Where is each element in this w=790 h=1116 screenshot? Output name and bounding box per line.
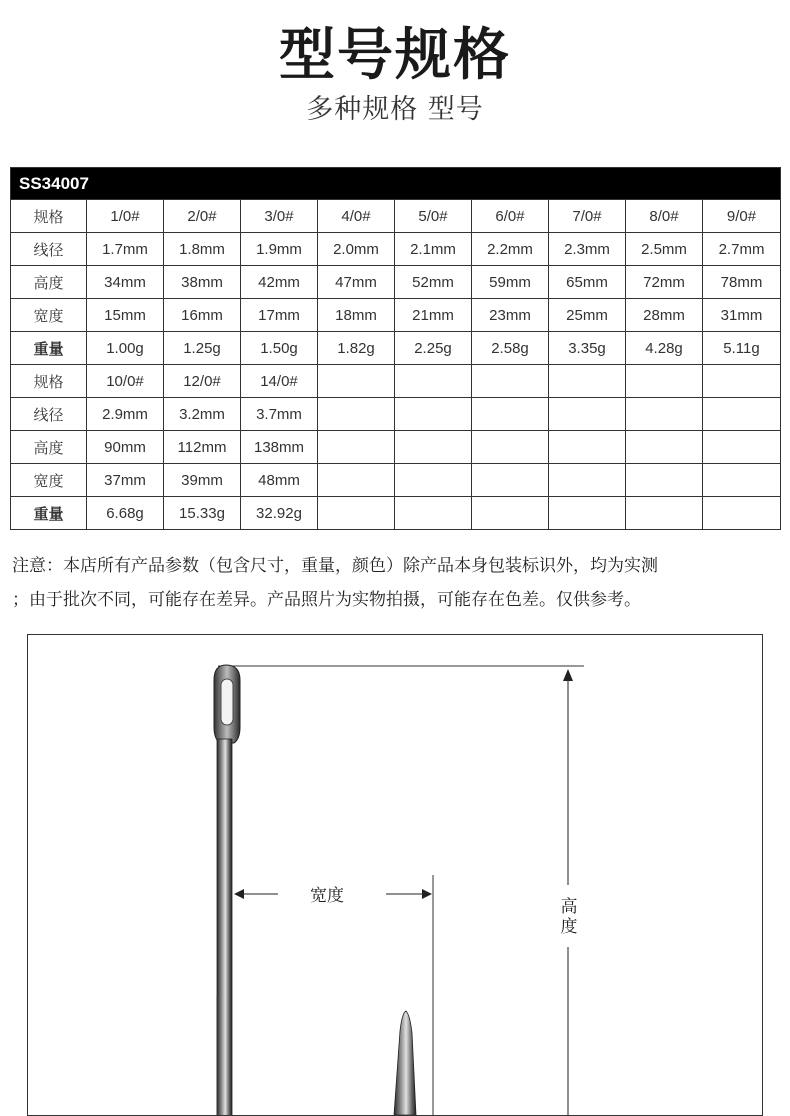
spec-cell — [626, 365, 703, 398]
spec-cell: 2.0mm — [318, 233, 395, 266]
spec-row-width-2 — [11, 464, 781, 497]
spec-row-size-2 — [11, 365, 781, 398]
spec-cell — [395, 365, 472, 398]
spec-cell: 4.28g — [626, 332, 703, 365]
spec-cell — [472, 398, 549, 431]
spec-cell: 72mm — [626, 266, 703, 299]
spec-cell: 17mm — [241, 299, 318, 332]
spec-cell: 38mm — [164, 266, 241, 299]
spec-cell — [318, 464, 395, 497]
row-label-height: 高度 — [11, 266, 87, 299]
notice-line-1: 注意：本店所有产品参数（包含尺寸，重量，颜色）除产品本身包装标识外，均为实测 — [12, 556, 658, 576]
spec-cell: 37mm — [87, 464, 164, 497]
spec-cell: 2.1mm — [395, 233, 472, 266]
spec-cell: 2/0# — [164, 200, 241, 233]
spec-cell — [472, 431, 549, 464]
row-label-size: 规格 — [11, 365, 87, 398]
spec-cell: 2.2mm — [472, 233, 549, 266]
spec-cell: 2.5mm — [626, 233, 703, 266]
spec-cell — [472, 464, 549, 497]
spec-cell: 1.7mm — [87, 233, 164, 266]
spec-cell — [626, 431, 703, 464]
spec-cell: 16mm — [164, 299, 241, 332]
spec-cell: 2.25g — [395, 332, 472, 365]
spec-cell: 39mm — [164, 464, 241, 497]
spec-cell — [549, 464, 626, 497]
spec-cell: 25mm — [549, 299, 626, 332]
spec-cell: 1.82g — [318, 332, 395, 365]
spec-cell — [395, 431, 472, 464]
spec-cell — [395, 464, 472, 497]
spec-cell: 2.9mm — [87, 398, 164, 431]
spec-cell — [626, 464, 703, 497]
row-label-diameter: 线径 — [11, 233, 87, 266]
spec-cell: 2.58g — [472, 332, 549, 365]
width-arrowhead-left-icon — [234, 889, 244, 899]
spec-cell: 6.68g — [87, 497, 164, 530]
notice — [12, 549, 782, 617]
spec-cell: 5.11g — [703, 332, 781, 365]
hook-eye-hole — [221, 679, 233, 725]
spec-cell: 3.2mm — [164, 398, 241, 431]
width-dimension-label: 宽度 — [304, 881, 350, 906]
hook-photo-diagram — [27, 634, 763, 1116]
spec-cell: 1.9mm — [241, 233, 318, 266]
page-title: 型号规格 — [279, 23, 511, 88]
spec-cell — [549, 431, 626, 464]
spec-cell: 52mm — [395, 266, 472, 299]
spec-cell — [318, 497, 395, 530]
notice-line-2: ；由于批次不同，可能存在差异。产品照片为实物拍摄，可能存在色差。仅供参考。 — [12, 590, 641, 610]
spec-row-size-1 — [11, 200, 781, 233]
spec-row-height-1 — [11, 266, 781, 299]
height-dimension-label: 高度 — [558, 893, 580, 941]
spec-cell: 7/0# — [549, 200, 626, 233]
hook-illustration — [28, 635, 762, 1115]
spec-cell: 15mm — [87, 299, 164, 332]
spec-cell: 1.8mm — [164, 233, 241, 266]
spec-cell: 138mm — [241, 431, 318, 464]
spec-row-width-1 — [11, 299, 781, 332]
spec-cell: 48mm — [241, 464, 318, 497]
spec-cell: 4/0# — [318, 200, 395, 233]
width-arrowhead-right-icon — [422, 889, 432, 899]
spec-cell: 1/0# — [87, 200, 164, 233]
spec-cell: 10/0# — [87, 365, 164, 398]
spec-row-weight-2 — [11, 497, 781, 530]
spec-cell — [626, 398, 703, 431]
hook-point — [394, 1011, 416, 1115]
spec-cell: 2.3mm — [549, 233, 626, 266]
spec-cell: 18mm — [318, 299, 395, 332]
spec-cell — [703, 398, 781, 431]
spec-cell: 15.33g — [164, 497, 241, 530]
hook-shank — [217, 739, 232, 1115]
spec-row-weight-1 — [11, 332, 781, 365]
row-label-width: 宽度 — [11, 299, 87, 332]
spec-cell — [703, 497, 781, 530]
spec-cell — [549, 365, 626, 398]
spec-cell: 6/0# — [472, 200, 549, 233]
spec-cell: 21mm — [395, 299, 472, 332]
spec-cell: 9/0# — [703, 200, 781, 233]
spec-cell — [472, 365, 549, 398]
row-label-weight: 重量 — [11, 332, 87, 365]
spec-cell: 5/0# — [395, 200, 472, 233]
spec-cell: 34mm — [87, 266, 164, 299]
row-label-weight: 重量 — [11, 497, 87, 530]
spec-cell: 12/0# — [164, 365, 241, 398]
model-number: SS34007 — [11, 168, 781, 200]
spec-cell: 8/0# — [626, 200, 703, 233]
spec-cell: 59mm — [472, 266, 549, 299]
row-label-width: 宽度 — [11, 464, 87, 497]
spec-table — [10, 167, 781, 530]
spec-cell: 28mm — [626, 299, 703, 332]
page-subtitle: 多种规格 型号 — [306, 94, 484, 125]
spec-cell: 3.7mm — [241, 398, 318, 431]
spec-cell — [318, 398, 395, 431]
spec-cell — [703, 365, 781, 398]
spec-cell — [626, 497, 703, 530]
row-label-size: 规格 — [11, 200, 87, 233]
spec-cell — [703, 431, 781, 464]
spec-cell: 23mm — [472, 299, 549, 332]
spec-cell — [318, 431, 395, 464]
spec-cell: 1.00g — [87, 332, 164, 365]
spec-cell: 2.7mm — [703, 233, 781, 266]
spec-cell — [703, 464, 781, 497]
spec-cell: 78mm — [703, 266, 781, 299]
spec-cell: 3/0# — [241, 200, 318, 233]
spec-cell: 32.92g — [241, 497, 318, 530]
spec-cell: 42mm — [241, 266, 318, 299]
spec-row-diameter-1 — [11, 233, 781, 266]
spec-cell: 3.35g — [549, 332, 626, 365]
model-row — [11, 168, 781, 200]
spec-row-diameter-2 — [11, 398, 781, 431]
height-arrowhead-up-icon — [563, 669, 573, 681]
spec-cell: 14/0# — [241, 365, 318, 398]
spec-cell: 1.50g — [241, 332, 318, 365]
spec-cell — [549, 398, 626, 431]
row-label-height: 高度 — [11, 431, 87, 464]
spec-cell — [395, 398, 472, 431]
spec-row-height-2 — [11, 431, 781, 464]
spec-cell — [395, 497, 472, 530]
spec-cell — [472, 497, 549, 530]
spec-cell: 1.25g — [164, 332, 241, 365]
row-label-diameter: 线径 — [11, 398, 87, 431]
spec-cell — [318, 365, 395, 398]
spec-cell: 47mm — [318, 266, 395, 299]
spec-cell: 31mm — [703, 299, 781, 332]
spec-cell — [549, 497, 626, 530]
spec-cell: 65mm — [549, 266, 626, 299]
spec-cell: 112mm — [164, 431, 241, 464]
spec-cell: 90mm — [87, 431, 164, 464]
